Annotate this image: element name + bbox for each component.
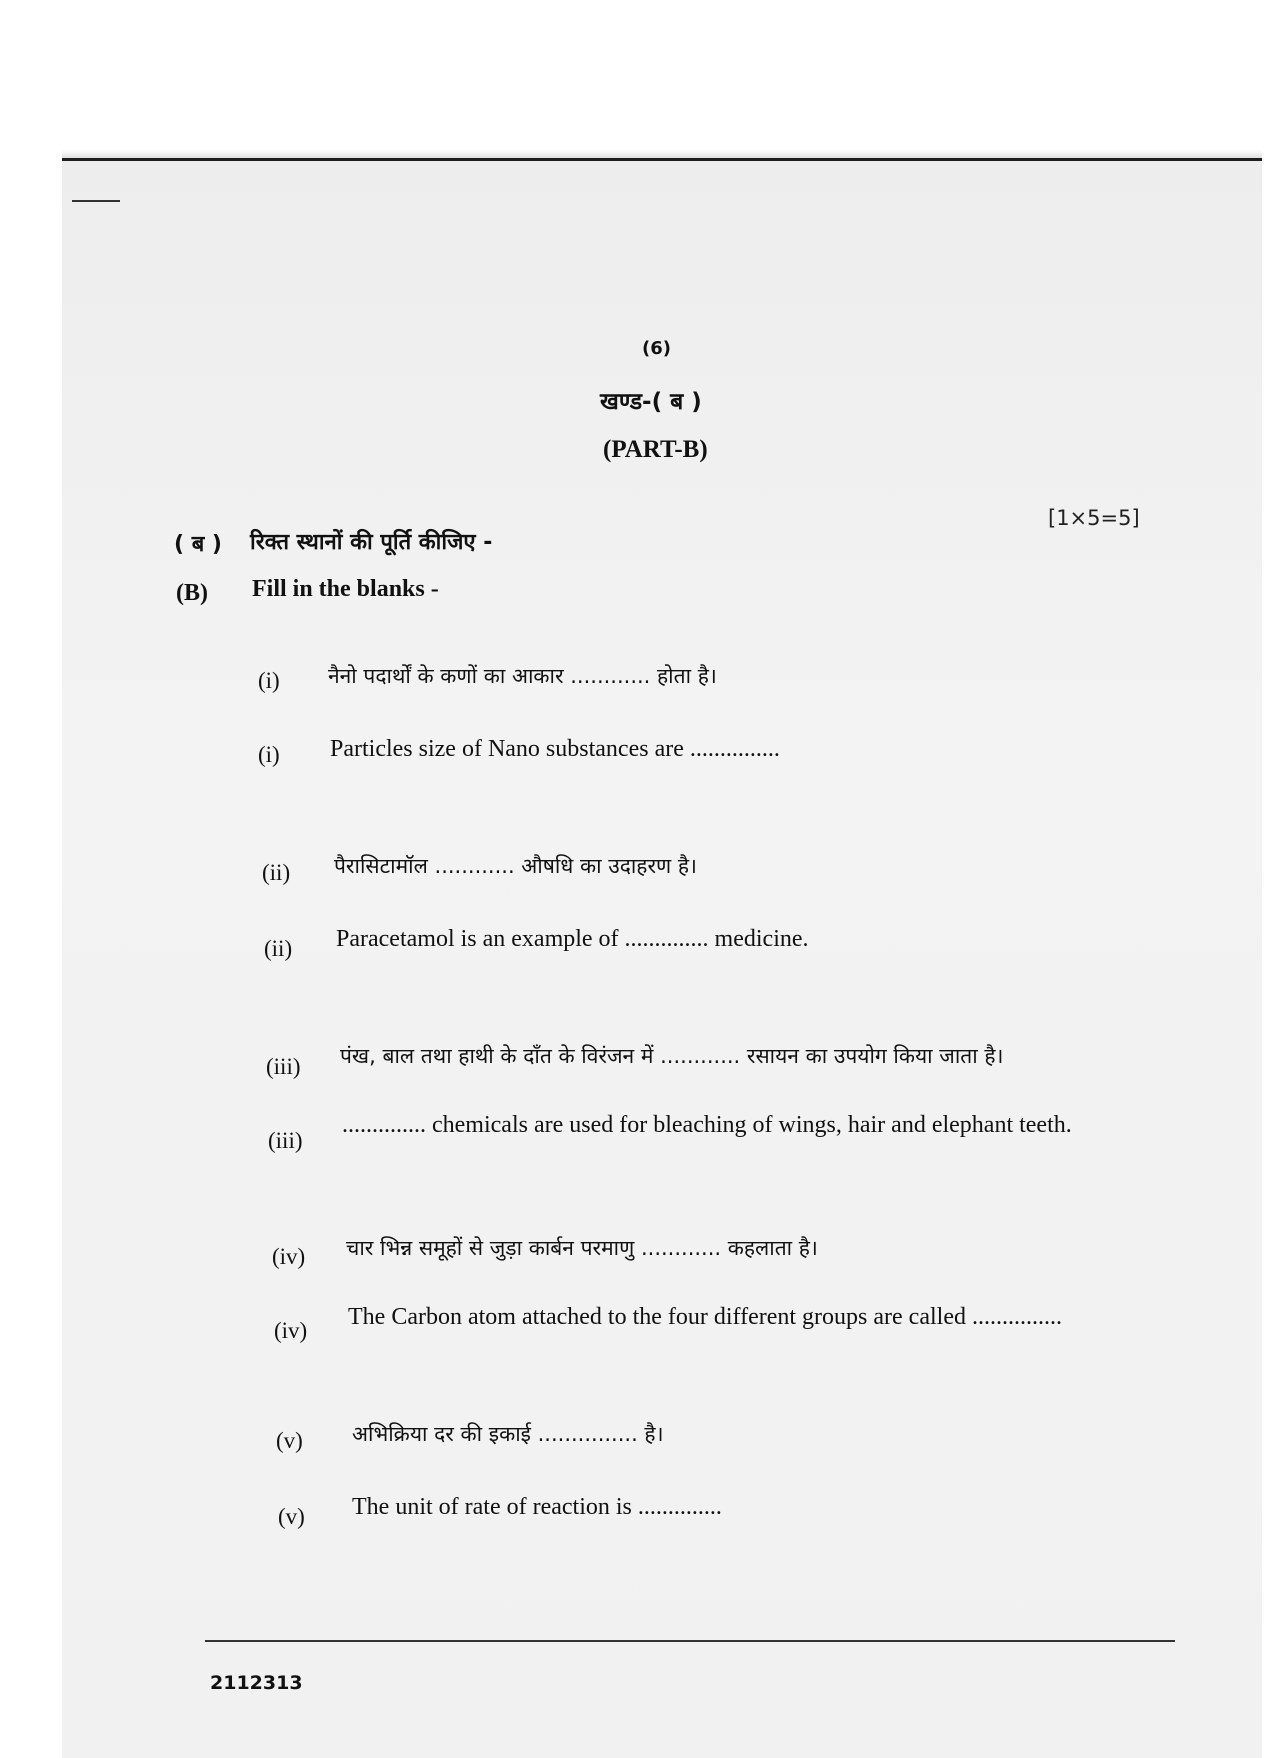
item-label: (v)	[276, 1428, 303, 1453]
item-text-hindi: अभिक्रिया दर की इकाई ............... है।	[352, 1422, 664, 1446]
item-text-english: Paracetamol is an example of .............. medicine.	[336, 926, 809, 952]
item-label: (i)	[258, 668, 280, 693]
item-text-hindi: चार भिन्न समूहों से जुड़ा कार्बन परमाणु ............ कहलाता है।	[346, 1236, 818, 1260]
item-text-english: Particles size of Nano substances are ...............	[330, 736, 780, 762]
item-label: (iv)	[272, 1244, 306, 1269]
question-label-english: (B)	[176, 580, 208, 606]
item-label: (i)	[258, 742, 280, 767]
question-instruction-hindi: रिक्त स्थानों की पूर्ति कीजिए -	[250, 530, 493, 555]
footer-divider	[205, 1640, 1175, 1642]
item-label: (iv)	[274, 1318, 308, 1343]
item-label: (iii)	[266, 1054, 301, 1079]
paper-code: 2112313	[210, 1672, 303, 1694]
section-title-hindi: खण्ड-( ब )	[600, 389, 702, 415]
item-text-english: The Carbon atom attached to the four different groups are called ...............	[348, 1304, 1062, 1330]
paper-shadow	[62, 150, 1262, 158]
item-text-hindi: पैरासिटामॉल ............ औषधि का उदाहरण है।	[334, 854, 698, 878]
item-text-english: .............. chemicals are used for bleaching of wings, hair and elephant teeth.	[342, 1112, 1072, 1138]
item-text-english: The unit of rate of reaction is ..............	[352, 1494, 722, 1520]
item-label: (iii)	[268, 1128, 303, 1153]
question-instruction-english: Fill in the blanks -	[252, 576, 439, 602]
item-label: (ii)	[262, 860, 291, 885]
corner-mark	[72, 200, 120, 202]
section-title-english: (PART-B)	[603, 436, 708, 463]
marks-allocation: [1×5=5]	[1048, 506, 1140, 530]
item-text-hindi: पंख, बाल तथा हाथी के दाँत के विरंजन में ............ रसायन का उपयोग किया जाता है।	[340, 1044, 1004, 1068]
item-label: (v)	[278, 1504, 305, 1529]
page-number: (6)	[642, 338, 671, 359]
item-text-hindi: नैनो पदार्थों के कणों का आकार ............ होता है।	[328, 664, 717, 688]
question-label-hindi: ( ब )	[174, 532, 222, 557]
item-label: (ii)	[264, 936, 293, 961]
